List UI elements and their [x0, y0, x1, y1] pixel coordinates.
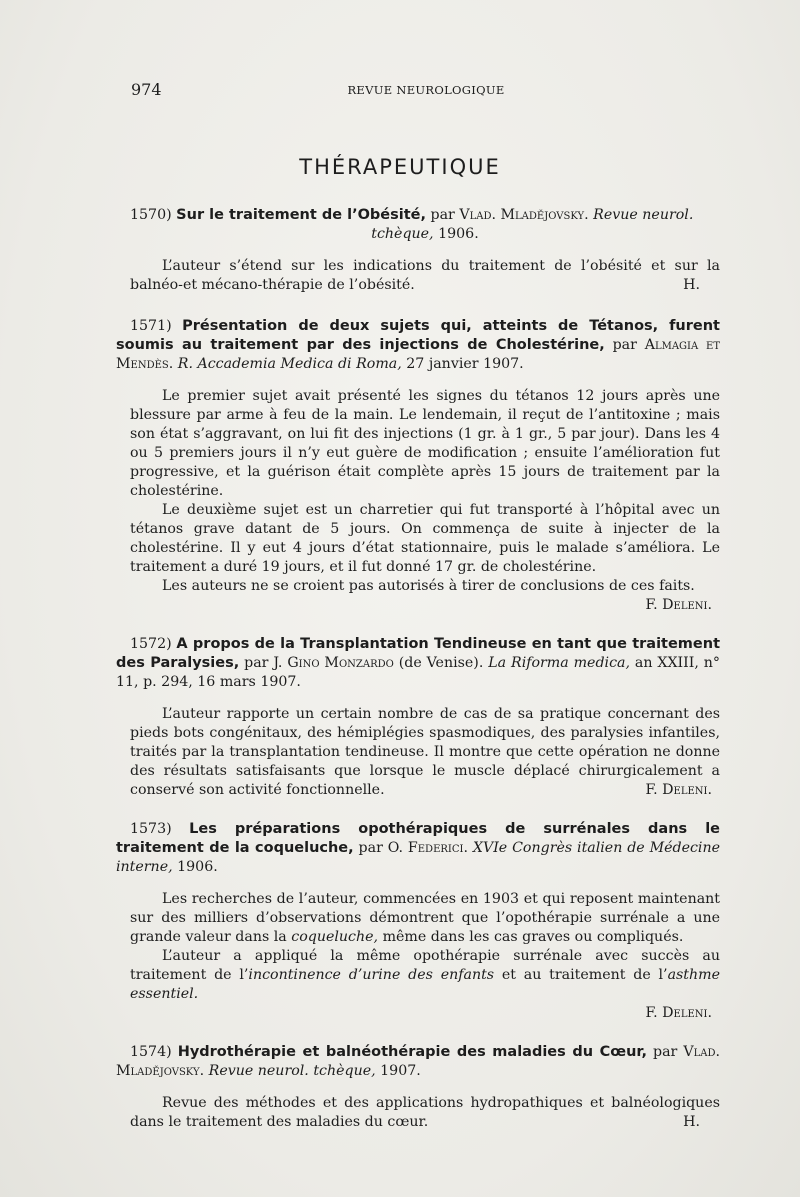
running-header — [131, 80, 721, 102]
section-title: THÉRAPEUTIQUE — [299, 155, 501, 179]
signature: H. — [683, 277, 700, 293]
entry-heading — [116, 206, 720, 244]
entry-date: 1907. — [380, 1063, 421, 1079]
entry-title: A propos de la Transplantation Tendineuse en tant que traitement des Paralysies, — [116, 636, 721, 671]
page-number: 974 — [131, 80, 162, 99]
author-prefix: par — [612, 337, 637, 353]
entry-number: 1572) — [130, 636, 172, 652]
entry-source: Revue neurol. tchèque, — [208, 1063, 376, 1079]
entry-date: an XXIII, n° 11, p. 294, 16 mars 1907. — [116, 655, 720, 690]
signature: F. Deleni. — [645, 782, 712, 798]
entry-date: 27 janvier 1907. — [406, 356, 524, 372]
entry-paragraph: Les recherches de l’auteur, commencées en 1903 et qui reposent maintenant sur des milliers d’observations démontrent que l’opothérapie surrénale a une grande valeur dans la coqueluche, même dans les cas graves ou compliqués. — [130, 891, 720, 945]
author-prefix: par — [430, 207, 455, 223]
entry-source: Revue neurol. — [593, 207, 694, 223]
entry-heading — [116, 1043, 720, 1081]
entry-title: Hydrothérapie et balnéothérapie des maladies du Cœur, — [177, 1044, 647, 1060]
entry-number: 1571) — [130, 318, 172, 334]
entry-1574 — [116, 1043, 720, 1132]
entry-1570 — [116, 206, 720, 295]
entry-author: J. Gino Monzardo — [273, 655, 394, 671]
entry-paragraph: Revue des méthodes et des applications hydropathiques et balnéologiques dans le traitement des maladies du cœur. H. — [130, 1095, 720, 1130]
entry-title: Sur le traitement de l’Obésité, — [176, 207, 426, 223]
entry-number: 1573) — [130, 821, 172, 837]
entry-paragraph: L’auteur s’étend sur les indications du traitement de l’obésité et sur la balnéo-et mécano-thérapie de l’obésité. H. — [130, 258, 720, 293]
author-prefix: par — [653, 1044, 678, 1060]
article-list — [116, 206, 720, 1132]
entry-paragraph: L’auteur a appliqué la même opothérapie surrénale avec succès au traitement de l’incontinence d’urine des enfants et au traitement de l’asthme essentiel. — [130, 948, 720, 1002]
entry-author: Almagia et Mendès. — [116, 337, 720, 372]
author-location: (de Venise). — [398, 655, 484, 671]
entry-number: 1570) — [130, 207, 172, 223]
entry-paragraph: L’auteur rapporte un certain nombre de cas de sa pratique concernant des pieds bots congénitaux, des hémiplégies spasmodiques, des paralysies infantiles, traités par la transplantation tendineuse. Il montre que cette opération ne donne des résultats satisfaisants que lorsque le muscle déplacé chirurgicalement a conservé son activité fonctionnelle. F. Deleni. — [130, 706, 720, 798]
entry-author: Vlad. Mladějovsky. — [459, 207, 589, 223]
author-prefix: par — [244, 655, 269, 671]
signature: H. — [683, 1114, 700, 1130]
entry-source: R. Accademia Medica di Roma, — [177, 356, 402, 372]
entry-source-cont: tchèque, — [371, 226, 434, 242]
entry-1571 — [116, 317, 720, 615]
entry-paragraph: Le deuxième sujet est un charretier qui fut transporté à l’hôpital avec un tétanos grave datant de 5 jours. On commença de suite à injecter de la cholestérine. Il y eut 4 jours d’état stationnaire, puis le malade s’améliora. Le traitement a duré 19 jours, et il fut donné 17 gr. de cholestérine. — [130, 502, 720, 575]
entry-title: Les préparations opothérapiques de surrénales dans le traitement de la coqueluche, — [116, 821, 721, 856]
entry-1573 — [116, 820, 720, 1023]
signature: F. Deleni. — [645, 597, 712, 613]
entry-heading — [116, 635, 720, 692]
entry-paragraph: Le premier sujet avait présenté les signes du tétanos 12 jours après une blessure par arme à feu de la main. Le lendemain, il reçut de l’antitoxine ; mais son état s’aggravant, on lui fit des injections (1 gr. à 1 gr., 5 par jour). Dans les 4 ou 5 premiers jours il n’y eut guère de modification ; ensuite l’amélioration fut progressive, et la guérison était complète après 15 jours de traitement par la cholestérine. — [130, 388, 720, 499]
journal-title: REVUE NEUROLOGIQUE — [347, 83, 505, 97]
entry-source: XVIe Congrès italien de Médecine interne, — [116, 840, 720, 875]
entry-source: La Riforma medica, — [488, 655, 630, 671]
entry-number: 1574) — [130, 1044, 172, 1060]
entry-author: Vlad. Mladějovsky. — [116, 1044, 720, 1079]
entry-heading — [116, 820, 720, 877]
entry-heading — [116, 317, 720, 374]
entry-date: 1906. — [177, 859, 218, 875]
entry-title: Présentation de deux sujets qui, atteints de Tétanos, furent soumis au traitement par des injections de Cholestérine, — [116, 318, 720, 353]
entry-author: O. Federici. — [387, 840, 468, 856]
author-prefix: par — [358, 840, 383, 856]
entry-date: 1906. — [438, 226, 479, 242]
signature: F. Deleni. — [645, 1005, 712, 1021]
entry-paragraph: Les auteurs ne se croient pas autorisés à tirer de conclusions de ces faits. — [162, 578, 695, 594]
entry-1572 — [116, 635, 720, 800]
